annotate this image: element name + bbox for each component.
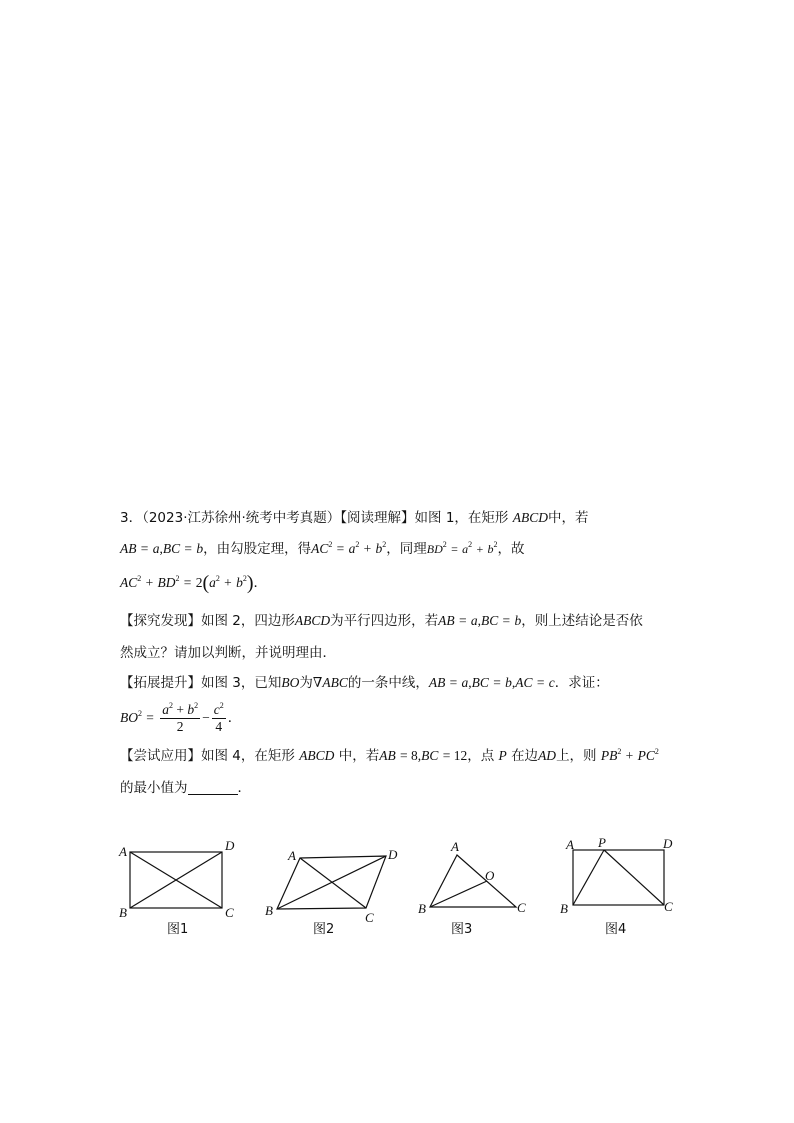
problem-line-4: 【探究发现】如图 2，四边形ABCD为平行四边形，若AB = a,BC = b，则上述结论是否依 <box>120 613 643 629</box>
fig1-label-a: A <box>119 844 127 859</box>
problem-number: 3 <box>120 510 129 526</box>
fig3-label-o: O <box>485 868 495 883</box>
apply-text: ，点 <box>467 748 495 764</box>
apply-text: 中，若 <box>338 748 380 764</box>
fig2-label-a: A <box>288 848 296 863</box>
figure-2 <box>262 835 407 944</box>
fig4-label-d: D <box>663 836 673 851</box>
figure-1-svg <box>115 835 245 940</box>
fraction-1: $\frac{a^2 + b^2}{2}$ <box>162 700 199 734</box>
problem-line-7: $BO^2$ = $\frac{a^2 + b^2}{2}$ − $\frac{c^2}{4}$ ． <box>120 700 242 734</box>
apply-text: 在边 <box>511 748 539 764</box>
fig4-label-p: P <box>598 835 606 850</box>
extend-text: 如图 3，已知 <box>201 675 282 691</box>
period: ． <box>237 780 251 796</box>
reading-text: 如图 1，在矩形 <box>414 510 509 526</box>
fig1-caption: 图1 <box>167 922 189 937</box>
fig4-label-a: A <box>566 837 574 852</box>
fig1-label-c: C <box>225 905 234 920</box>
fig4-label-b: B <box>560 901 568 916</box>
figure-2-svg <box>262 835 407 940</box>
fig4-segment-pb <box>573 850 604 905</box>
extend-text: 为 <box>299 675 313 691</box>
figure-3 <box>415 835 535 944</box>
fig1-label-d: D <box>225 838 235 853</box>
problem-line-2: AB = a,BC = b，由勾股定理，得$AC^2 = a^2 + b^2$，同理$BD^2 = a^2 + b^2$，故 <box>120 540 525 557</box>
apply-text: 如图 4，在矩形 <box>201 748 295 764</box>
fig2-diagonal-bd <box>277 856 386 909</box>
fig4-rectangle <box>573 850 664 905</box>
problem-line-6: 【拓展提升】如图 3，已知BO为∇ABC的一条中线，AB = a,BC = b,AC = c．求证： <box>120 675 609 691</box>
fig1-label-b: B <box>119 905 127 920</box>
figure-4-svg <box>560 835 690 940</box>
apply-tag: 【尝试应用】 <box>120 748 201 764</box>
problem-source: （2023·江苏徐州·统考中考真题） <box>142 510 341 526</box>
apply-text: 的最小值为 <box>120 780 188 796</box>
period: ． <box>253 575 268 591</box>
figure-1 <box>115 835 245 944</box>
fig3-label-b: B <box>418 901 426 916</box>
line2-text: ，故 <box>497 541 525 557</box>
problem-line-8: 【尝试应用】如图 4，在矩形 ABCD 中，若AB = 8,BC = 12，点 P 在边AD上，则 $PB^2 + PC^2$ <box>120 747 659 764</box>
fig3-median-bo <box>430 881 487 907</box>
problem-line-9 <box>120 778 251 798</box>
line2-text: ，同理 <box>386 541 427 557</box>
fig4-caption: 图4 <box>605 922 627 937</box>
answer-blank[interactable] <box>188 780 238 795</box>
figure-3-svg <box>415 835 535 940</box>
period: ． <box>227 710 242 726</box>
fig3-triangle <box>430 855 516 907</box>
reading-tag: 【阅读理解】 <box>340 510 415 526</box>
problem-line-3: $AC^2 + BD^2 = 2(a^2 + b^2)$． <box>120 572 268 594</box>
explore-text: ，则上述结论是否依 <box>521 613 643 629</box>
fig2-label-d: D <box>388 847 398 862</box>
extend-tag: 【拓展提升】 <box>120 675 201 691</box>
problem-line-5 <box>120 643 336 663</box>
fig3-caption: 图3 <box>451 922 473 937</box>
extend-text: ．求证： <box>554 675 609 691</box>
figure-4 <box>560 835 690 944</box>
line2-text: ，由勾股定理，得 <box>203 541 312 557</box>
fig4-label-c: C <box>664 899 673 914</box>
fig2-label-b: B <box>265 903 273 918</box>
fig2-label-c: C <box>365 910 374 925</box>
fig3-label-c: C <box>517 900 526 915</box>
apply-text: 上，则 <box>556 748 597 764</box>
reading-text: 中，若 <box>547 510 589 526</box>
fig3-label-a: A <box>451 839 459 854</box>
math-given: AB <box>120 541 137 556</box>
fraction-2: $\frac{c^2}{4}$ <box>213 700 224 734</box>
explore-text: 然成立？请加以判断，并说明理由． <box>120 645 336 661</box>
fig2-diagonal-ac <box>300 858 366 908</box>
explore-text: 如图 2，四边形 <box>201 613 295 629</box>
problem-line-1: 3．（2023·江苏徐州·统考中考真题）【阅读理解】如图 1，在矩形 ABCD中，若 <box>120 510 589 526</box>
extend-text: 的一条中线， <box>347 675 429 691</box>
explore-text: 为平行四边形，若 <box>330 613 439 629</box>
explore-tag: 【探究发现】 <box>120 613 201 629</box>
rect-name: ABCD <box>512 510 548 525</box>
fig2-caption: 图2 <box>313 922 335 937</box>
fig4-segment-pc <box>604 850 664 905</box>
